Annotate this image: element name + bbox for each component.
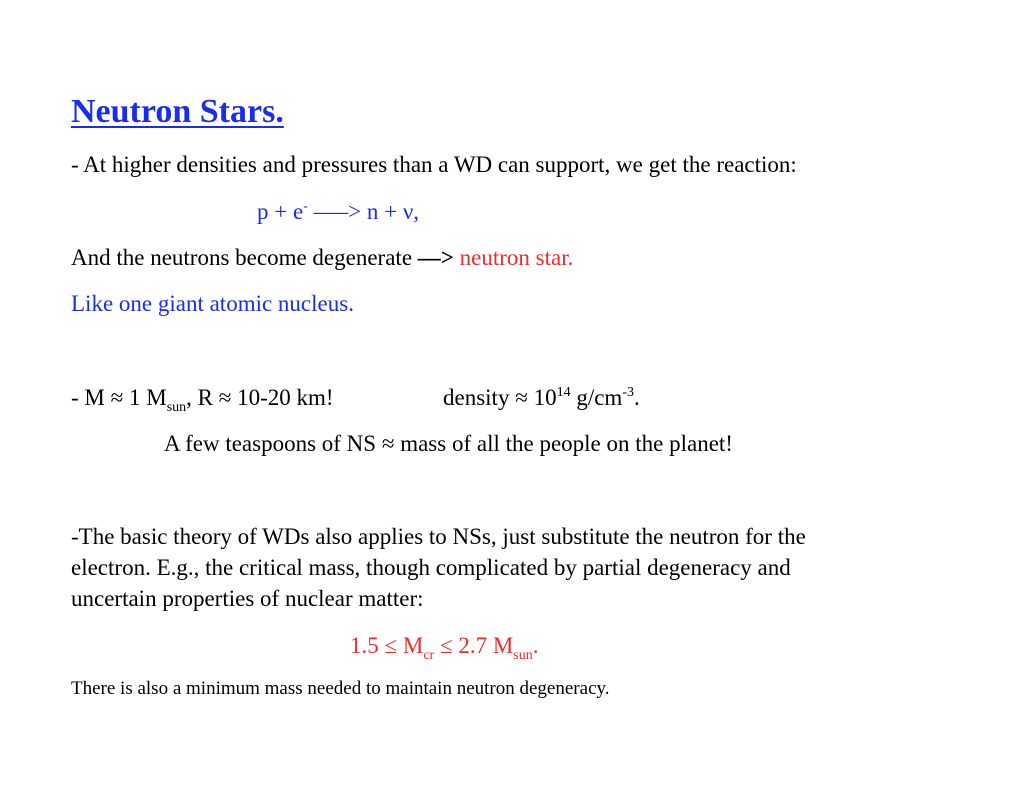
density-line — [443, 384, 640, 412]
critical-end: . — [532, 633, 539, 658]
radius-part: , R ≈ 10-20 km! — [186, 385, 334, 410]
neutron-star-highlight: neutron star. — [453, 245, 574, 270]
reaction-arrow: –––> — [307, 199, 367, 224]
page-title: Neutron Stars. — [71, 93, 284, 130]
degenerate-arrow: ––> — [417, 245, 454, 270]
density-part: density ≈ 10 — [443, 385, 557, 410]
theory-line-2: electron. E.g., the critical mass, though complicated by partial degeneracy and — [71, 555, 791, 580]
sun-sub: sun — [513, 648, 533, 663]
critical-lower: 1.5 ≤ M — [350, 633, 424, 658]
density-exponent: 14 — [556, 385, 571, 400]
density-end: . — [633, 385, 640, 410]
mass-radius-line — [71, 384, 334, 415]
theory-line-3: uncertain properties of nuclear matter: — [71, 586, 424, 611]
degenerate-line — [71, 244, 573, 272]
critical-sub: cr — [423, 648, 435, 663]
mass-sub: sun — [166, 400, 187, 415]
degenerate-text: And the neutrons become degenerate — [71, 245, 418, 270]
theory-line-1: -The basic theory of WDs also applies to NSs, just substitute the neutron for the — [71, 524, 806, 549]
density-unit-exponent: -3 — [622, 385, 634, 400]
critical-mass-range — [350, 632, 539, 663]
reaction-rhs: n + ν, — [366, 199, 419, 224]
density-unit: g/cm — [570, 385, 623, 410]
intro-line: - At higher densities and pressures than a WD can support, we get the reaction: — [71, 152, 797, 177]
electron-charge: - — [303, 199, 308, 214]
reaction-equation — [257, 198, 419, 226]
teaspoon-line: A few teaspoons of NS ≈ mass of all the people on the planet! — [164, 431, 733, 456]
nucleus-line: Like one giant atomic nucleus. — [71, 291, 354, 316]
minimum-mass-line: There is also a minimum mass needed to maintain neutron degeneracy. — [71, 678, 610, 699]
mass-part: - M ≈ 1 M — [71, 385, 167, 410]
reaction-lhs: p + e — [257, 199, 304, 224]
critical-upper: ≤ 2.7 M — [434, 633, 514, 658]
